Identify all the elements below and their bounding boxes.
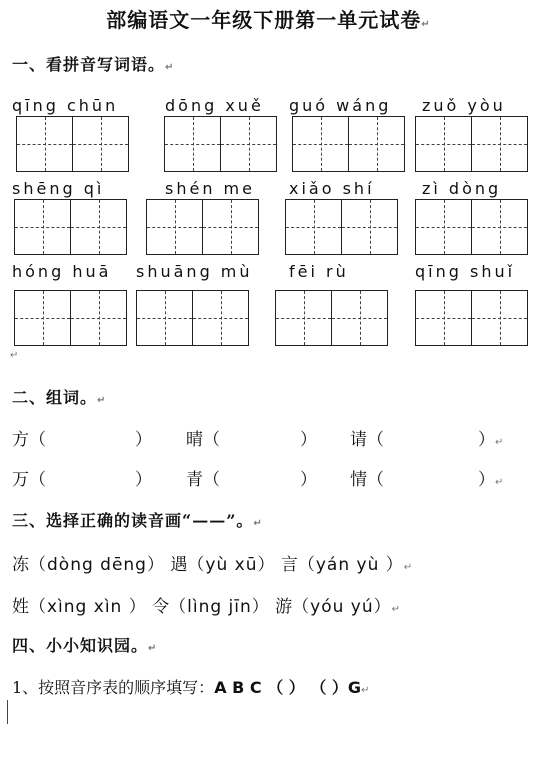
word-prompt: 请（ — [350, 430, 384, 450]
grid-cell[interactable] — [137, 291, 192, 345]
reading-char: 冻 — [12, 555, 29, 575]
grid-cell[interactable] — [416, 291, 471, 345]
paragraph-mark-icon: ↵ — [253, 518, 263, 529]
paragraph-mark-icon: ↵ — [97, 395, 107, 406]
reading-choice-line — [12, 592, 400, 617]
section3-heading — [12, 508, 263, 531]
paragraph-mark-icon: ↵ — [361, 685, 370, 696]
blank-close-text: ） — [478, 470, 495, 490]
word-prompt: 情（ — [350, 470, 384, 490]
writing-grid[interactable] — [136, 290, 249, 346]
grid-cell[interactable] — [348, 117, 404, 171]
pinyin-label: dōng xuě — [165, 96, 264, 115]
blank-close: ） — [135, 430, 152, 450]
paragraph-mark-icon: ↵ — [148, 643, 158, 654]
blank-close: ） — [300, 430, 317, 450]
section2-heading-text: 二、组词。 — [12, 388, 98, 407]
grid-cell[interactable] — [471, 200, 527, 254]
blank-close: ） — [300, 470, 317, 490]
section1-heading — [12, 52, 174, 75]
paragraph-mark-icon: ↵ — [403, 562, 413, 573]
question-1-text: 1、按照音序表的顺序填写： — [12, 678, 215, 697]
grid-cell[interactable] — [286, 200, 341, 254]
reading-options[interactable]: （xìng xìn ） — [29, 597, 147, 617]
grid-cell[interactable] — [165, 117, 220, 171]
word-prompt: 方（ — [12, 430, 46, 450]
section3-heading-text: 三、选择正确的读音画“——”。 — [12, 511, 254, 530]
writing-grid[interactable] — [14, 199, 127, 255]
reading-choice-line — [12, 550, 412, 575]
pinyin-label: fēi rù — [289, 262, 349, 281]
pinyin-label: guó wáng — [289, 96, 392, 115]
grid-cell[interactable] — [15, 200, 70, 254]
reading-char: 遇 — [170, 555, 188, 575]
grid-cell[interactable] — [15, 291, 70, 345]
pinyin-label: shén me — [165, 179, 255, 198]
pinyin-label: zuǒ yòu — [422, 96, 506, 115]
pinyin-label: hóng huā — [12, 262, 112, 281]
page-title — [0, 4, 537, 33]
pinyin-label: zì dòng — [422, 179, 502, 198]
word-prompt: 万（ — [12, 470, 46, 490]
section4-heading — [12, 633, 157, 656]
grid-cell[interactable] — [276, 291, 331, 345]
grid-cell[interactable] — [192, 291, 248, 345]
question-1 — [12, 675, 369, 698]
reading-options[interactable]: （yán yù ） — [297, 555, 404, 575]
pinyin-label: qīng chūn — [12, 96, 119, 115]
writing-grid[interactable] — [164, 116, 277, 172]
grid-cell[interactable] — [147, 200, 202, 254]
text-cursor — [7, 700, 8, 724]
grid-cell[interactable] — [70, 200, 126, 254]
reading-char: 言 — [280, 555, 298, 575]
alphabet-sequence[interactable]: A B C （ ） （ ）G — [214, 678, 362, 697]
grid-cell[interactable] — [17, 117, 72, 171]
reading-char: 令 — [152, 597, 170, 617]
pinyin-label: xiǎo shí — [289, 179, 375, 198]
grid-cell[interactable] — [471, 117, 527, 171]
blank-close-text: ） — [478, 430, 495, 450]
grid-cell[interactable] — [416, 200, 471, 254]
grid-cell[interactable] — [70, 291, 126, 345]
reading-options[interactable]: （yù xū） — [187, 555, 276, 575]
reading-char: 游 — [275, 597, 293, 617]
reading-options[interactable]: （dòng dēng） — [29, 555, 165, 575]
grid-cell[interactable] — [72, 117, 128, 171]
writing-grid[interactable] — [146, 199, 259, 255]
section4-heading-text: 四、小小知识园。 — [12, 636, 149, 655]
paragraph-mark-icon: ↵ — [165, 62, 175, 73]
pinyin-label: shēng qì — [12, 179, 105, 198]
grid-cell[interactable] — [416, 117, 471, 171]
writing-grid[interactable] — [285, 199, 398, 255]
section1-heading-text: 一、看拼音写词语。 — [12, 55, 166, 74]
paragraph-mark-icon: ↵ — [10, 350, 19, 361]
grid-cell[interactable] — [331, 291, 387, 345]
grid-cell[interactable] — [202, 200, 258, 254]
grid-cell[interactable] — [293, 117, 348, 171]
reading-char: 姓 — [12, 597, 29, 617]
pinyin-label: qīng shuǐ — [415, 262, 516, 281]
blank-close: ） — [135, 470, 152, 490]
paragraph-mark-icon: ↵ — [495, 477, 504, 488]
writing-grid[interactable] — [275, 290, 388, 346]
paragraph-mark-icon: ↵ — [495, 437, 504, 448]
writing-grid[interactable] — [14, 290, 127, 346]
reading-options[interactable]: （lìng jīn） — [169, 597, 270, 617]
blank-close — [478, 425, 503, 450]
page-title-text: 部编语文一年级下册第一单元试卷 — [106, 8, 422, 32]
section2-heading — [12, 385, 106, 408]
writing-grid[interactable] — [16, 116, 129, 172]
writing-grid[interactable] — [292, 116, 405, 172]
writing-grid[interactable] — [415, 290, 528, 346]
word-prompt: 晴（ — [186, 430, 220, 450]
word-row — [12, 425, 46, 450]
word-prompt: 青（ — [186, 470, 220, 490]
grid-cell[interactable] — [220, 117, 276, 171]
paragraph-mark-icon: ↵ — [421, 19, 431, 30]
grid-cell[interactable] — [471, 291, 527, 345]
writing-grid[interactable] — [415, 199, 528, 255]
blank-close — [478, 465, 503, 490]
paragraph-mark-icon: ↵ — [391, 604, 401, 615]
grid-cell[interactable] — [341, 200, 397, 254]
pinyin-label: shuāng mù — [136, 262, 253, 281]
writing-grid[interactable] — [415, 116, 528, 172]
reading-options[interactable]: （yóu yú） — [292, 597, 392, 617]
